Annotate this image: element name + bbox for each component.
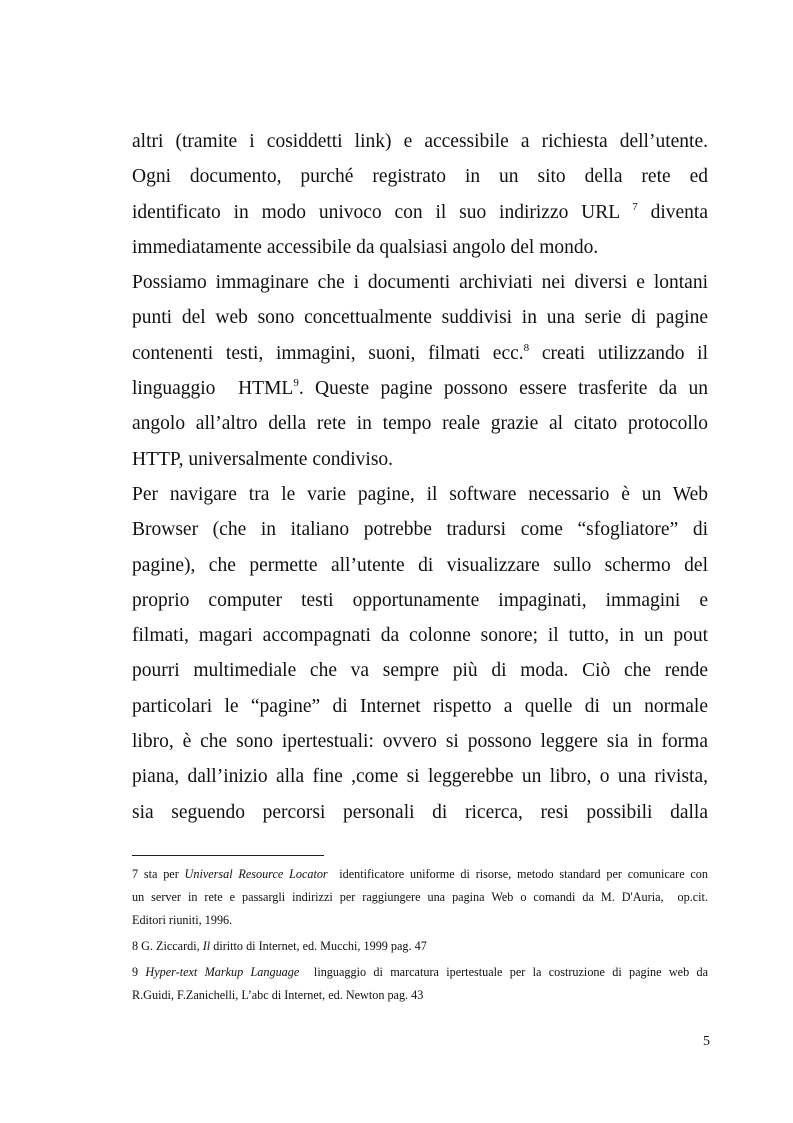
text-segment: creati utilizzando il [529, 342, 709, 364]
text-line: Per navigare tra le varie pagine, il software necessario è un Web [132, 483, 708, 505]
text-segment: identificato in modo univoco con il suo indirizzo URL [132, 201, 633, 223]
text-line: sia seguendo percorsi personali di ricerca, resi possibili dalla [132, 801, 708, 823]
footnote-ref-9[interactable]: 9 [293, 377, 299, 390]
text-line [132, 336, 708, 371]
text-line: libro, è che sono ipertestuali: ovvero si possono leggere sia in forma [132, 731, 708, 753]
text-segment: . Queste pagine possono essere trasferite da un [298, 378, 708, 400]
text-line: filmati, magari accompagnati da colonne sonore; il tutto, in un pout [132, 625, 708, 647]
text-segment: diventa [637, 201, 708, 223]
text-line: Ogni documento, purché registrato in un sito della rete ed [132, 166, 708, 188]
text-segment-italic: Il [202, 939, 211, 953]
footnote-number: 7 [132, 867, 139, 881]
text-segment: diritto di Internet, ed. Mucchi, 1999 pag. 47 [210, 939, 427, 953]
text-segment: sta per [138, 867, 185, 881]
footnote-number: 8 [132, 939, 139, 953]
text-segment: linguaggio HTML [132, 378, 294, 400]
footnote-8-line [132, 935, 708, 958]
text-line: altri (tramite i cosiddetti link) e accessibile a richiesta dell’utente. [132, 131, 708, 152]
text-line: HTTP, universalmente condiviso. [132, 448, 394, 470]
footnotes [132, 863, 708, 1007]
text-line: pourri multimediale che va sempre più di moda. Ciò che rende [132, 660, 708, 682]
footnote-7-line: Editori riuniti, 1996. [132, 913, 233, 927]
footnote-number: 9 [132, 965, 139, 979]
text-line: proprio computer testi opportunamente impaginati, immagini e [132, 589, 708, 611]
footnote-ref-8[interactable]: 8 [523, 341, 530, 354]
text-segment-italic: Universal Resource Locator [184, 867, 328, 881]
footnote-7-line [132, 863, 708, 886]
text-line: particolari le “pagine” di Internet rispetto a quelle di un normale [132, 695, 708, 717]
text-line: Browser (che in italiano potrebbe tradursi come “sfogliatore” di [132, 519, 708, 541]
page-number: 5 [703, 1034, 710, 1049]
main-text [132, 124, 708, 830]
footnote-ref-7[interactable]: 7 [632, 200, 638, 213]
text-line: Possiamo immaginare che i documenti archiviati nei diversi e lontani [132, 272, 708, 294]
text-segment: G. Ziccardi, [138, 939, 203, 953]
text-line [132, 195, 708, 230]
text-segment: linguaggio di marcatura ipertestuale per la costruzione di pagine web da [299, 965, 708, 979]
text-line [132, 371, 708, 406]
text-line: immediatamente accessibile da qualsiasi angolo del mondo. [132, 236, 599, 258]
text-line: angolo all’altro della rete in tempo reale grazie al citato protocollo [132, 413, 708, 435]
text-line: piana, dall’inizio alla fine ,come si leggerebbe un libro, o una rivista, [132, 766, 708, 788]
footnote-separator [132, 855, 324, 856]
footnote-7-line: un server in rete e passargli indirizzi per raggiungere una pagina Web o comandi da M. D'Auria, op.cit. [132, 890, 708, 904]
text-segment-italic: Hyper-text Markup Language [138, 965, 300, 979]
text-line: pagine), che permette all’utente di visualizzare sullo schermo del [132, 554, 708, 576]
text-segment: identificatore uniforme di risorse, metodo standard per comunicare con [327, 867, 708, 881]
text-line: punti del web sono concettualmente suddivisi in una serie di pagine [132, 307, 708, 329]
text-segment: contenenti testi, immagini, suoni, filmati ecc. [132, 342, 524, 364]
footnote-9-line: R.Guidi, F.Zanichelli, L’abc di Internet, ed. Newton pag. 43 [132, 988, 424, 1002]
footnote-9-line [132, 961, 708, 984]
